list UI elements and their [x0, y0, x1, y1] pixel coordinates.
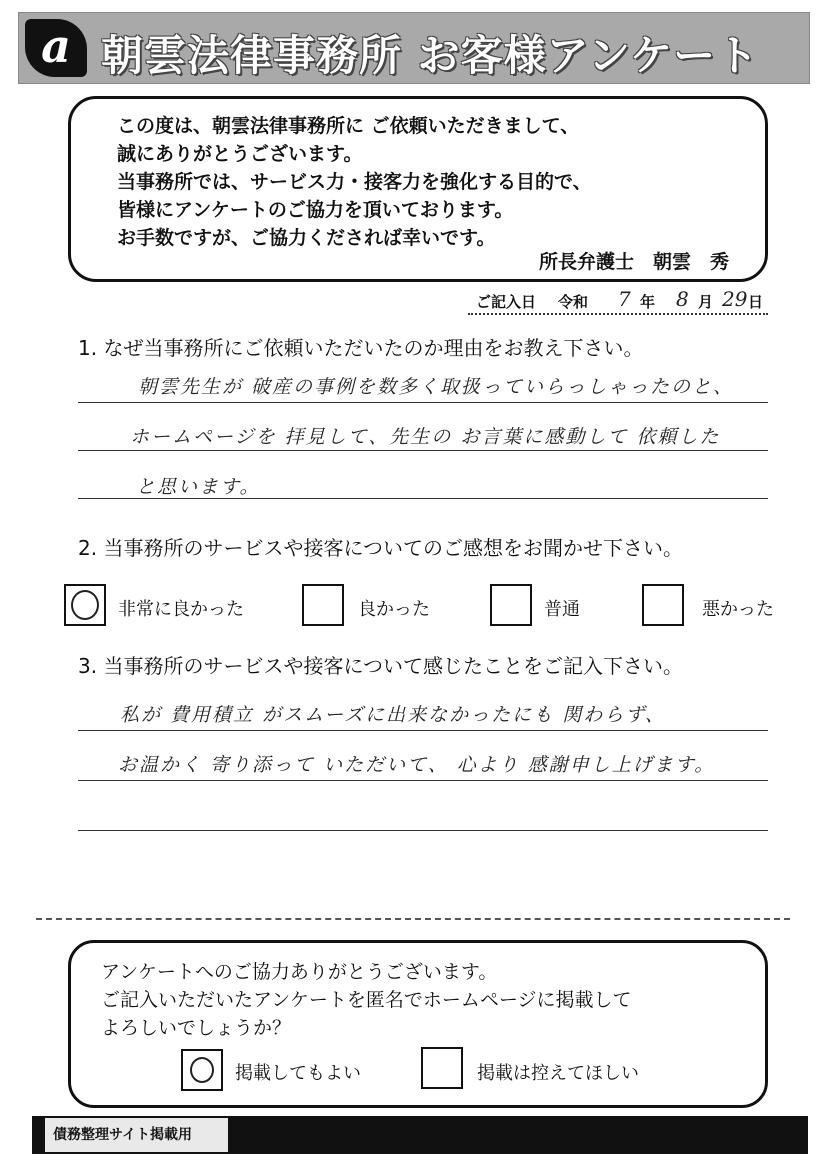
- date-year-value[interactable]: 7: [618, 287, 631, 311]
- intro-line: 誠にありがとうございます。: [117, 143, 363, 165]
- page-title: 朝雲法律事務所 お客様アンケート: [101, 31, 760, 80]
- option-good-checkbox[interactable]: [302, 584, 344, 626]
- consent-line: アンケートへのご協力ありがとうございます。: [101, 961, 498, 983]
- q1-answer-line[interactable]: ホームページを 拝見して、先生の お言葉に感動して 依頼した: [130, 426, 721, 448]
- q1-answer-line[interactable]: と思います。: [136, 476, 261, 498]
- date-day-unit: 日: [748, 293, 764, 311]
- cut-line: [36, 918, 790, 920]
- date-year-unit: 年: [640, 293, 656, 311]
- option-average-label: 普通: [544, 599, 580, 620]
- question-2: 2. 当事務所のサービスや接客についてのご感想をお聞かせ下さい。: [78, 536, 684, 560]
- logo-icon: a: [25, 19, 87, 77]
- answer-rule: [78, 780, 768, 781]
- consent-box: [68, 940, 768, 1108]
- option-very-good-checkbox[interactable]: [64, 584, 106, 626]
- answer-rule: [78, 730, 768, 731]
- answer-rule: [78, 450, 768, 451]
- header-banner: [18, 12, 810, 84]
- option-good-label: 良かった: [358, 599, 430, 620]
- option-bad-label: 悪かった: [702, 599, 774, 620]
- logo-dot: [79, 63, 87, 71]
- option-average-checkbox[interactable]: [490, 584, 532, 626]
- circle-check-icon: [190, 1057, 214, 1083]
- date-era: 令和: [558, 293, 589, 311]
- intro-box: [68, 96, 768, 282]
- q3-answer-line[interactable]: 私が 費用積立 がスムーズに出来なかったにも 関わらず、: [120, 704, 666, 726]
- option-very-good-label: 非常に良かった: [118, 599, 244, 620]
- circle-check-icon: [71, 590, 99, 620]
- intro-line: 皆様にアンケートのご協力を頂いております。: [117, 199, 514, 221]
- footer-tag: 債務整理サイト掲載用: [40, 1118, 228, 1152]
- q3-answer-line[interactable]: お温かく 寄り添って いただいて、 心より 感謝申し上げます。: [118, 754, 716, 776]
- option-bad-checkbox[interactable]: [642, 584, 684, 626]
- consent-line: ご記入いただいたアンケートを匿名でホームページに掲載して: [101, 989, 632, 1011]
- answer-rule: [78, 830, 768, 831]
- date-label: ご記入日: [476, 293, 537, 311]
- intro-line: お手数ですが、ご協力くだされば幸いです。: [117, 227, 496, 249]
- q1-answer-line[interactable]: 朝雲先生が 破産の事例を数多く取扱っていらっしゃったのと、: [138, 376, 735, 398]
- date-month-unit: 月: [698, 293, 714, 311]
- intro-line: この度は、朝雲法律事務所に ご依頼いただきまして、: [117, 115, 580, 137]
- consent-decline-checkbox[interactable]: [421, 1047, 463, 1089]
- question-1: 1. なぜ当事務所にご依頼いただいたのか理由をお教え下さい。: [78, 336, 644, 360]
- date-row: [468, 287, 768, 315]
- consent-allow-checkbox[interactable]: [181, 1049, 223, 1091]
- consent-allow-label: 掲載してもよい: [235, 1063, 361, 1084]
- date-month-value[interactable]: 8: [676, 287, 689, 311]
- consent-decline-label: 掲載は控えてほしい: [477, 1063, 639, 1084]
- signature: 所長弁護士 朝雲 秀: [538, 251, 729, 273]
- answer-rule: [78, 498, 768, 499]
- intro-line: 当事務所では、サービス力・接客力を強化する目的で、: [117, 171, 592, 193]
- answer-rule: [78, 402, 768, 403]
- date-day-value[interactable]: 29: [722, 287, 748, 311]
- consent-line: よろしいでしょうか？: [101, 1017, 292, 1039]
- question-3: 3. 当事務所のサービスや接客について感じたことをご記入下さい。: [78, 654, 684, 678]
